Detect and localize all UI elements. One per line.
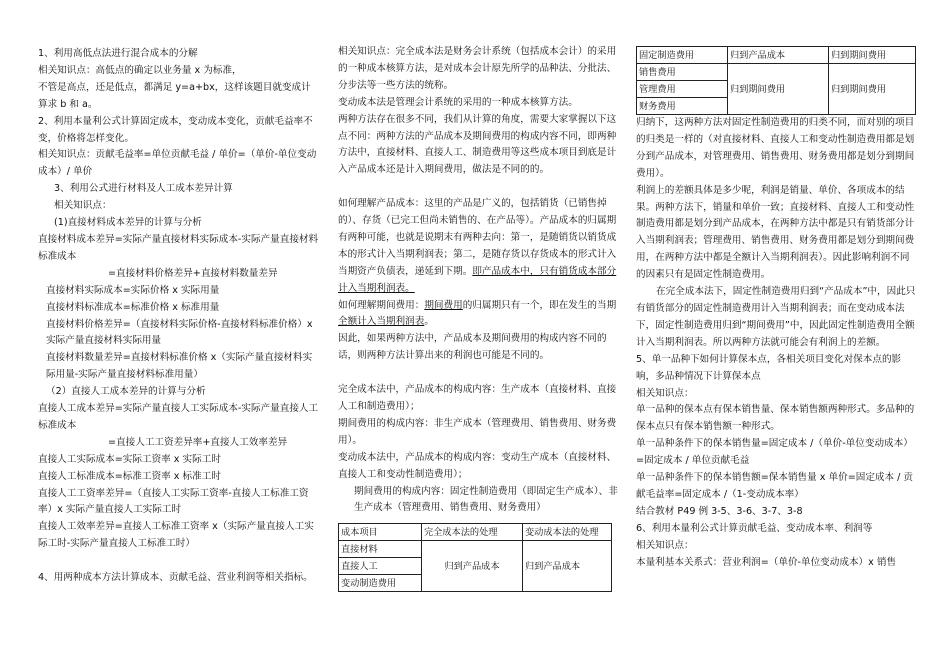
- formula-line: 单一品种条件下的保本销售额=保本销售量 x 单价=固定成本 / 贡献毛益率=固定成本 /（1-变动成本率）: [636, 472, 914, 500]
- text-para: 变动成本法中，产品成本的构成内容：变动生产成本（直接材料、直接人工和变动性制造费用）；: [338, 451, 617, 480]
- text-para: 归纳下，这两种方法对固定性制造费用的归类不同，而对别的项目的归类是一样的（对直接材料、直接人工和变动性制造费用都是划分到产品成本，对管理费用、销售费用、财务费用都是划分到期间费用）。: [636, 117, 915, 179]
- heading-5: 5、单一品种下如何计算保本点，各相关项目变化对保本点的影响，多品种情况下计算保本点: [636, 353, 902, 382]
- heading-6: 6、利用本量利公式计算贡献毛益、变动成本率、利润等: [636, 522, 873, 534]
- text-para: 期间费用的构成内容：固定性制造费用（即固定生产成本）、非生产成本（管理费用、销售费用、财务费用）: [354, 485, 618, 514]
- table-cell: 完全成本法的处理: [422, 524, 523, 541]
- formula-line: 直接人工工资率差异=（直接人工实际工资率-直接人工标准工资率）x 实际产量直接人工实际工时: [38, 487, 309, 516]
- text-para: 如何理解期间费用：期间费用的归属期只有一个，即在发生的当期全额计入当期利润表。: [338, 299, 617, 328]
- table-cell: 直接人工: [339, 558, 422, 575]
- table-row: [637, 47, 916, 64]
- text-para: 期间费用的构成内容：非生产成本（管理费用、销售费用、财务费用）。: [338, 417, 617, 446]
- text-para: 如何理解产品成本：这里的产品是广义的，包括销货（已销售掉的）、存货（已完工但尚未销售的、在产品等）。产品成本的归属期有两种可能，也就是说期末有两种去向：第一，是随销货以销货成本的形式计入当期利润表；第二，是随存货以存货成本的形式计入当期资产负债表，递延到下期。即产品成本中，只有销货成本部分计入当期利润表。: [338, 198, 617, 294]
- table-cell: 归到期间费用: [829, 64, 916, 115]
- heading-1: 1、利用高低点法进行混合成本的分解: [38, 48, 198, 59]
- table-cell: 管理费用: [637, 81, 728, 98]
- table-cell: 归到期间费用: [728, 64, 829, 115]
- blank-line: [38, 553, 320, 570]
- text-line: 相关知识点：: [54, 200, 112, 212]
- table-cell: 变动成本法的处理: [523, 524, 612, 541]
- text-para: 完全成本法中，产品成本的构成内容：生产成本（直接材料、直接人工和制造费用）；: [338, 384, 617, 412]
- table-row: [339, 524, 612, 541]
- table-cell: 变动制造费用: [339, 575, 422, 592]
- formula-line: =直接材料价格差异+直接材料数量差异: [108, 267, 278, 279]
- table-cell: 成本项目: [339, 524, 422, 541]
- text-line: 相关知识点：高低点的确定以业务量 x 为标准，: [38, 64, 242, 76]
- text-para: 因此，如果两种方法中，产品成本及期间费用的构成内容不同的话，则两种方法计算出来的利润也可能是不同的。: [338, 333, 607, 362]
- text-line: 相关知识点：贡献毛益率=单位贡献毛益 / 单价=（单价-单位变动成本）/ 单价: [38, 149, 317, 178]
- text-line: 相关知识点：: [636, 539, 694, 551]
- formula-line: =直接人工工资差异率+直接人工效率差异: [108, 436, 288, 448]
- underlined-text: 期间费用: [424, 299, 463, 311]
- formula-line: 直接人工效率差异=直接人工标准工资率 x（实际产量直接人工实际工时-实际产量直接人工标准工时）: [38, 521, 314, 550]
- formula-line: 直接人工实际成本=实际工资率 x 实际工时: [38, 453, 221, 465]
- formula-line: 直接材料实际成本=实际价格 x 实际用量: [46, 284, 220, 296]
- column-right: [636, 0, 916, 571]
- cost-method-table: [338, 523, 612, 592]
- text-para: 相关知识点：完全成本法是财务会计系统（包括成本会计）的采用的一种成本核算方法，是对成本会计原先所学的品种法、分批法、分步法等一些方法的统称。: [338, 46, 617, 91]
- text-para: 利润上的差额具体是多少呢，利润是销量、单价、各项成本的结果。两种方法下，销量和单价一致；直接材料、直接人工和变动性制造费用都是划分到产品成本，在两种方法中都是只有销货部分计入当期利润表；管理费用、销售费用、财务费用都是划分到期间费用，在两种方法中都是全额计入当期利润表）。因此影响利润不同的因素只有是固定性制造费用。: [636, 184, 915, 281]
- underlined-text: 全额计入当期利润表: [338, 316, 425, 328]
- formula-line: 本量利基本关系式：营业利润=（单价-单位变动成本）x 销售: [636, 556, 897, 568]
- formula-line: 直接材料标准成本=标准价格 x 标准用量: [46, 301, 220, 313]
- formula-line: 直接材料数量差异=直接材料标准价格 x（实际产量直接材料实际用量-实际产量直接材料标准用量）: [46, 352, 313, 381]
- text-para: 两种方法存在很多不同，我们从计算的角度，需要大家掌握以下这点不同：两种方法的产品成本及期间费用的构成内容不同，即两种方法中，直接材料、直接人工、制造费用等这些成本项目到底是计入产品成本还是计入期间费用，做法是不同的的。: [338, 113, 617, 176]
- text-line: 结合教材 P49 例 3-5、3-6、3-7、3-8: [636, 505, 803, 517]
- subheading: （2）直接人工成本差异的计算与分析: [46, 386, 206, 398]
- table-cell: 归到产品成本: [728, 47, 829, 64]
- table-cell: 销售费用: [637, 64, 728, 81]
- heading-4: 4、用两种成本方法计算成本、贡献毛益、营业利润等相关指标。: [38, 572, 313, 584]
- text-para: 变动成本法是管理会计系统的采用的一种成本核算方法。: [338, 96, 578, 108]
- column-middle: [338, 0, 622, 592]
- column-left: [38, 0, 320, 587]
- table-cell: 财务费用: [637, 98, 728, 115]
- blank-line: [338, 365, 622, 382]
- table-cell: 直接材料: [339, 541, 422, 558]
- subheading: (1)直接材料成本差异的计算与分析: [54, 217, 202, 229]
- formula-line: 单一品种条件下的保本销售量=固定成本 /（单价-单位变动成本）=固定成本 / 单位贡献毛益: [636, 438, 913, 467]
- cost-method-table-continued: [636, 46, 916, 115]
- table-cell: 固定制造费用: [637, 47, 728, 64]
- underlined-text: 即产品成本中，只有销货成本部分计入当期利润表。: [338, 265, 617, 294]
- text-para: 单一品种的保本点有保本销售量、保本销售额两种形式。多品种的保本点只有保本销售额一种形式。: [636, 404, 915, 433]
- heading-2: 2、利用本量利公式计算固定成本，变动成本变化，贡献毛益率不变，价格将怎样变化。: [38, 115, 313, 144]
- blank-line: [338, 179, 622, 196]
- table-row: [339, 541, 612, 558]
- table-cell: 归到产品成本: [422, 541, 523, 592]
- formula-line: 直接材料价格差异=（直接材料实际价格-直接材料标准价格）x 实际产量直接材料实际用量: [46, 318, 313, 347]
- formula-line: 直接人工成本差异=实际产量直接人工实际成本-实际产量直接人工标准成本: [38, 403, 319, 431]
- formula-line: 直接材料成本差异=实际产量直接材料实际成本-实际产量直接材料标准成本: [38, 233, 319, 262]
- table-row: [637, 64, 916, 81]
- text-line: 不管是高点，还是低点，都满足 y=a+bx，这样该题目就变成计算求 b 和 a。: [38, 81, 311, 110]
- heading-3: 3、利用公式进行材料及人工成本差异计算: [54, 183, 233, 195]
- text-para: 在完全成本法下，固定性制造费用归到“产品成本”中，因此只有销货部分的固定性制造费用计入当期利润表；而在变动成本法下，固定性制造费用归到“期间费用”中，因此固定性制造费用全额计入当期利润表。所以两种方法就可能会有利润上的差额。: [636, 286, 916, 348]
- table-cell: 归到期间费用: [829, 47, 916, 64]
- formula-line: 直接人工标准成本=标准工资率 x 标准工时: [38, 470, 221, 482]
- text-line: 相关知识点：: [636, 387, 694, 399]
- table-cell: 归到产品成本: [523, 541, 612, 592]
